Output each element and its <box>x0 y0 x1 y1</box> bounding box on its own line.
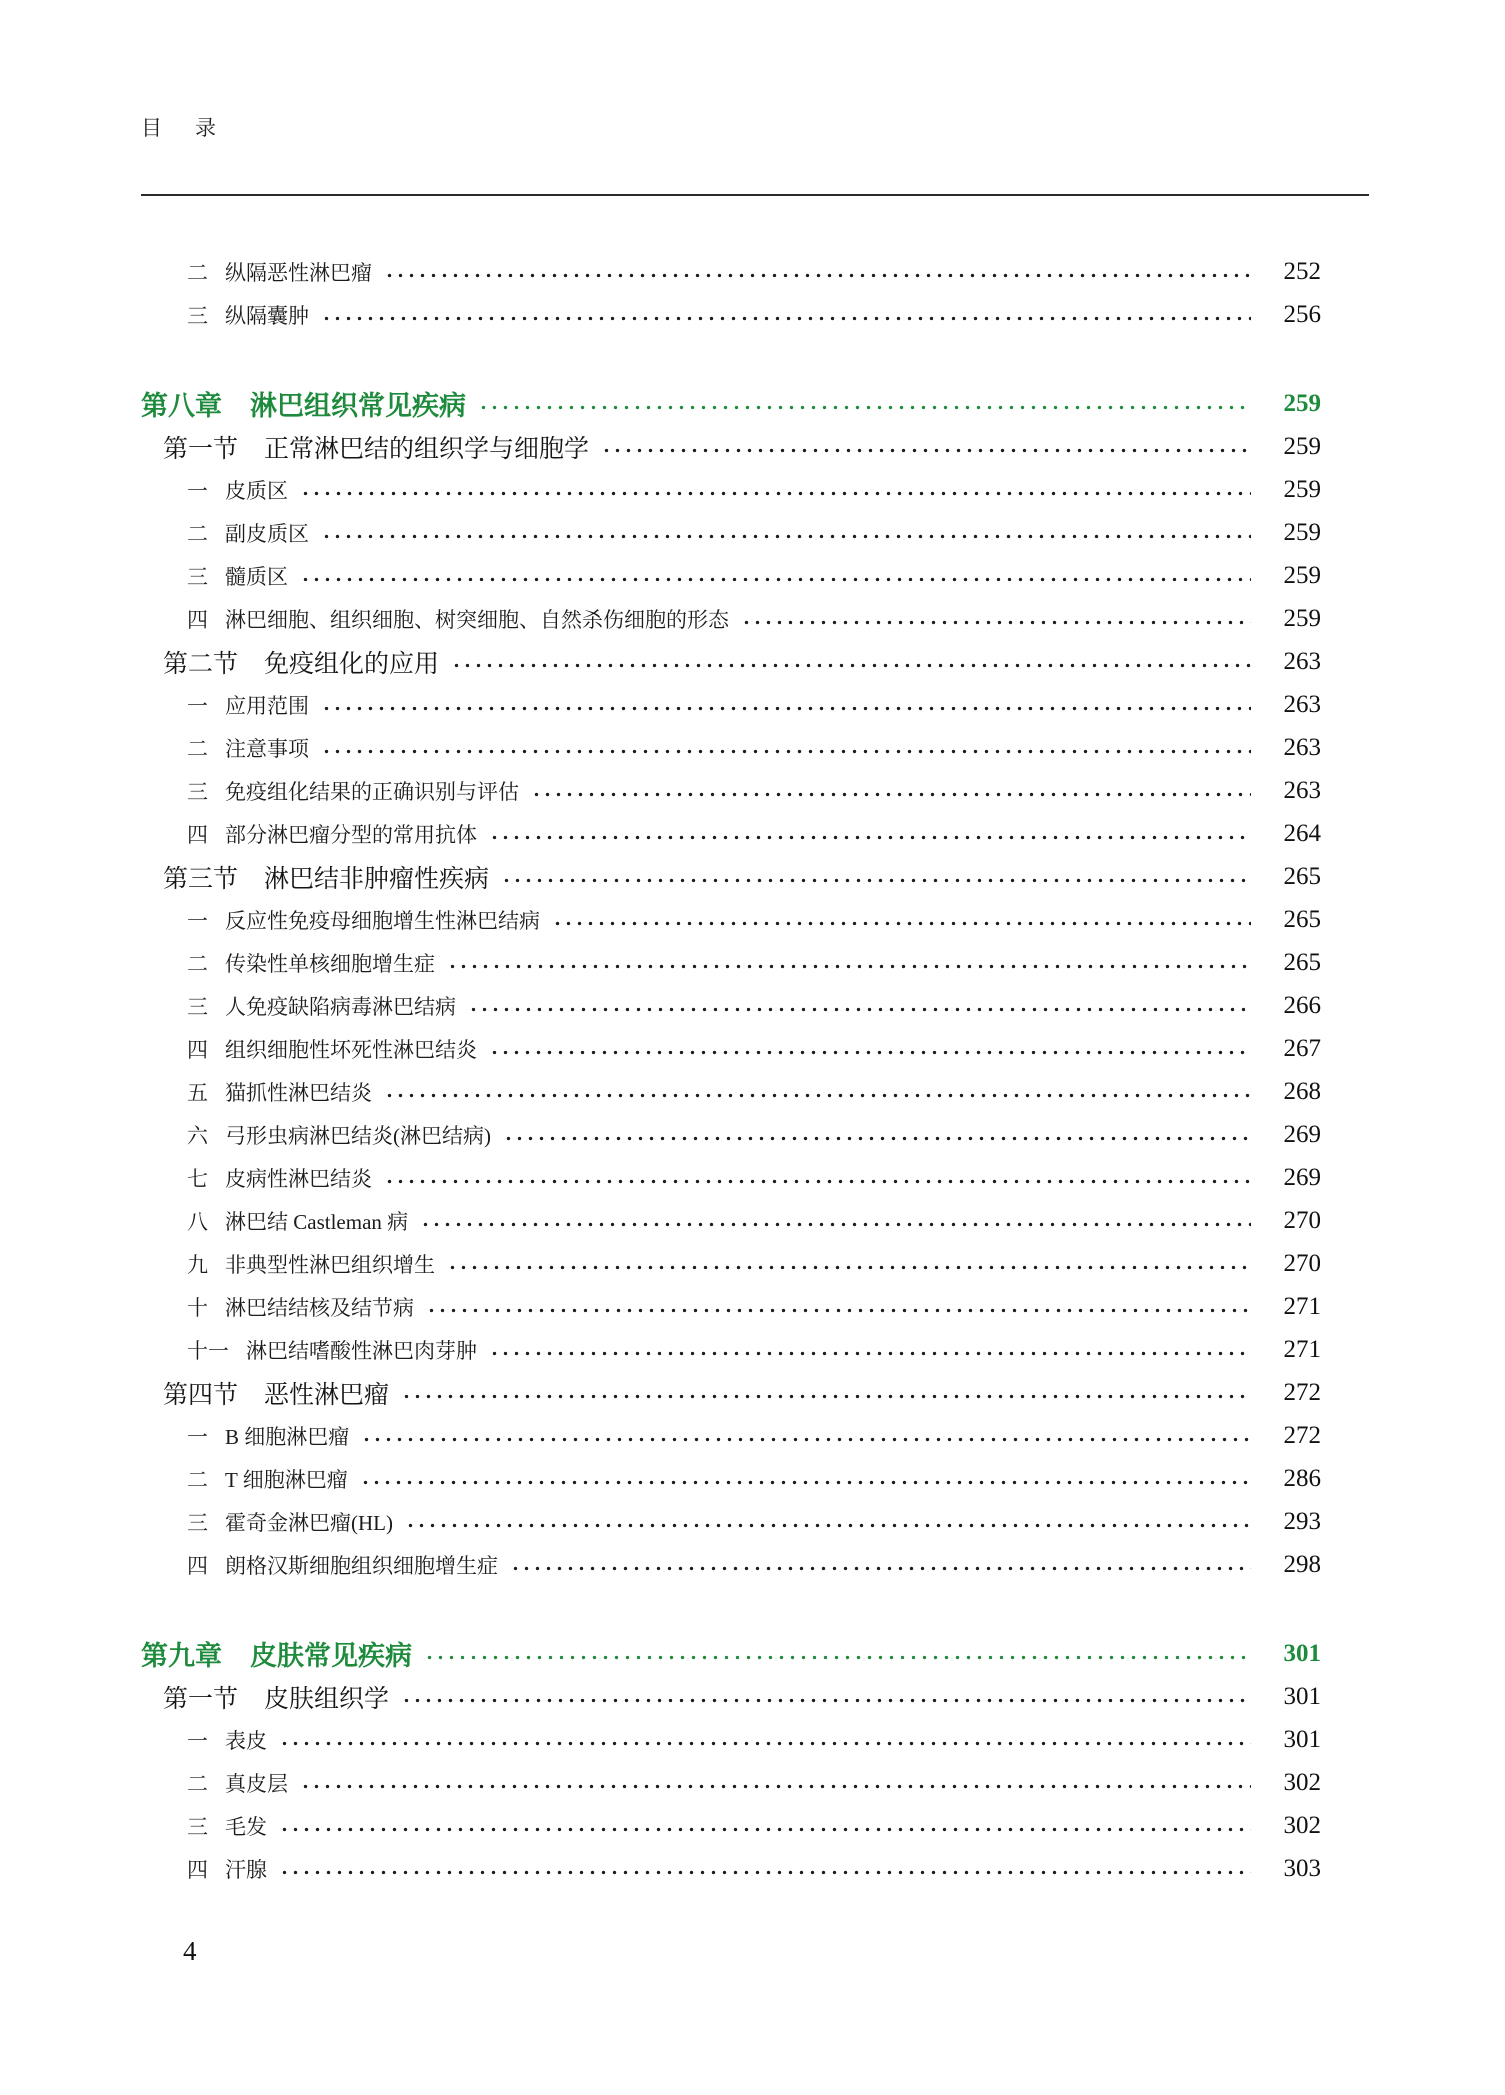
entry-title: 纵隔囊肿 <box>225 303 309 328</box>
entry-title: 淋巴结 Castleman 病 <box>225 1209 409 1234</box>
dot-leader <box>298 1761 1251 1804</box>
entry-title: 非典型性淋巴组织增生 <box>225 1252 435 1277</box>
dot-leader <box>277 1847 1251 1890</box>
dot-leader <box>449 640 1251 683</box>
entry-number: 一 <box>187 693 208 718</box>
table-of-contents <box>141 250 1321 1890</box>
entry-page-number: 301 <box>1283 1682 1321 1710</box>
entry-number: 三 <box>187 1814 208 1839</box>
entry-title: 组织细胞性坏死性淋巴结炎 <box>225 1037 477 1062</box>
dot-leader <box>418 1199 1251 1242</box>
entry-title: 淋巴结结核及结节病 <box>225 1295 414 1320</box>
entry-title: 淋巴结嗜酸性淋巴肉芽肿 <box>246 1338 477 1363</box>
entry-page-number: 259 <box>1283 475 1321 503</box>
entry-title: 毛发 <box>225 1814 267 1839</box>
toc-entry-sub <box>141 1027 1321 1070</box>
entry-number: 二 <box>187 260 208 285</box>
toc-entry-sub <box>141 468 1321 511</box>
entry-number: 二 <box>187 951 208 976</box>
dot-leader <box>508 1543 1251 1586</box>
toc-entry-sub <box>141 1328 1321 1371</box>
entry-title: 真皮层 <box>225 1771 288 1796</box>
toc-entry-sub <box>141 554 1321 597</box>
entry-number: 二 <box>187 736 208 761</box>
entry-title: 传染性单核细胞增生症 <box>225 951 435 976</box>
dot-leader <box>277 1804 1251 1847</box>
entry-number: 三 <box>187 779 208 804</box>
entry-number: 九 <box>187 1252 208 1277</box>
entry-number: 第四节 <box>163 1381 239 1409</box>
dot-leader <box>277 1718 1251 1761</box>
entry-title: 注意事项 <box>225 736 309 761</box>
entry-number: 五 <box>187 1080 208 1105</box>
page-header-title: 目 录 <box>141 116 222 140</box>
dot-leader <box>487 1027 1251 1070</box>
footer-page-number: 4 <box>183 1936 197 1966</box>
dot-leader <box>298 468 1251 511</box>
dot-leader <box>358 1457 1251 1500</box>
toc-entry-section <box>141 1371 1321 1414</box>
entry-page-number: 259 <box>1283 432 1321 460</box>
header-divider <box>141 194 1369 196</box>
entry-number: 四 <box>187 822 208 847</box>
toc-entry-sub <box>141 898 1321 941</box>
entry-title: 皮质区 <box>225 478 288 503</box>
entry-number: 第一节 <box>163 1685 239 1713</box>
entry-page-number: 263 <box>1283 690 1321 718</box>
entry-number: 第三节 <box>163 865 239 893</box>
entry-number: 三 <box>187 564 208 589</box>
entry-page-number: 272 <box>1283 1421 1321 1449</box>
entry-page-number: 259 <box>1283 604 1321 632</box>
toc-entry-sub <box>141 1070 1321 1113</box>
entry-number: 一 <box>187 908 208 933</box>
dot-leader <box>445 1242 1251 1285</box>
entry-number: 第八章 <box>141 391 222 421</box>
entry-page-number: 286 <box>1283 1464 1321 1492</box>
toc-entry-section <box>141 425 1321 468</box>
entry-number: 第二节 <box>163 650 239 678</box>
entry-number: 第一节 <box>163 435 239 463</box>
entry-title: 髓质区 <box>225 564 288 589</box>
entry-page-number: 264 <box>1283 819 1321 847</box>
dot-leader <box>382 1156 1251 1199</box>
dot-leader <box>319 726 1251 769</box>
entry-page-number: 298 <box>1283 1550 1321 1578</box>
dot-leader <box>422 1632 1251 1675</box>
entry-page-number: 301 <box>1283 1725 1321 1753</box>
toc-entry-sub <box>141 1113 1321 1156</box>
dot-leader <box>319 683 1251 726</box>
dot-leader <box>499 855 1251 898</box>
toc-entry-sub <box>141 293 1321 336</box>
toc-entry-sub <box>141 1718 1321 1761</box>
entry-page-number: 265 <box>1283 905 1321 933</box>
entry-page-number: 268 <box>1283 1077 1321 1105</box>
entry-page-number: 263 <box>1283 776 1321 804</box>
dot-leader <box>487 812 1251 855</box>
entry-number: 第九章 <box>141 1641 222 1671</box>
dot-leader <box>501 1113 1251 1156</box>
entry-page-number: 259 <box>1283 561 1321 589</box>
entry-page-number: 293 <box>1283 1507 1321 1535</box>
entry-number: 四 <box>187 607 208 632</box>
entry-page-number: 256 <box>1283 300 1321 328</box>
dot-leader <box>445 941 1251 984</box>
entry-title: 部分淋巴瘤分型的常用抗体 <box>225 822 477 847</box>
dot-leader <box>550 898 1251 941</box>
entry-title: 应用范围 <box>225 693 309 718</box>
entry-title: T 细胞淋巴瘤 <box>225 1467 348 1492</box>
entry-title: 霍奇金淋巴瘤(HL) <box>225 1510 393 1535</box>
entry-number: 七 <box>187 1166 208 1191</box>
entry-page-number: 269 <box>1283 1120 1321 1148</box>
entry-title: 纵隔恶性淋巴瘤 <box>225 260 372 285</box>
entry-number: 四 <box>187 1553 208 1578</box>
entry-number: 二 <box>187 1467 208 1492</box>
toc-entry-sub <box>141 1804 1321 1847</box>
toc-entry-sub <box>141 769 1321 812</box>
toc-entry-section <box>141 855 1321 898</box>
entry-page-number: 259 <box>1283 518 1321 546</box>
dot-leader <box>424 1285 1251 1328</box>
entry-page-number: 269 <box>1283 1163 1321 1191</box>
entry-title: 副皮质区 <box>225 521 309 546</box>
dot-leader <box>319 511 1251 554</box>
dot-leader <box>298 554 1251 597</box>
entry-number: 一 <box>187 1728 208 1753</box>
entry-page-number: 272 <box>1283 1378 1321 1406</box>
toc-entry-section <box>141 1675 1321 1718</box>
entry-title: 猫抓性淋巴结炎 <box>225 1080 372 1105</box>
entry-number: 八 <box>187 1209 208 1234</box>
entry-title: 皮病性淋巴结炎 <box>225 1166 372 1191</box>
dot-leader <box>359 1414 1251 1457</box>
dot-leader <box>599 425 1251 468</box>
entry-number: 二 <box>187 1771 208 1796</box>
toc-entry-sub <box>141 683 1321 726</box>
toc-entry-chapter <box>141 382 1321 425</box>
entry-page-number: 263 <box>1283 647 1321 675</box>
entry-page-number: 270 <box>1283 1206 1321 1234</box>
entry-title: B 细胞淋巴瘤 <box>225 1424 350 1449</box>
dot-leader <box>399 1675 1251 1718</box>
toc-entry-sub <box>141 1242 1321 1285</box>
entry-title: 弓形虫病淋巴结炎(淋巴结病) <box>225 1123 491 1148</box>
entry-number: 十 <box>187 1295 208 1320</box>
entry-page-number: 263 <box>1283 733 1321 761</box>
entry-page-number: 267 <box>1283 1034 1321 1062</box>
dot-leader <box>739 597 1251 640</box>
toc-entry-sub <box>141 984 1321 1027</box>
entry-title: 朗格汉斯细胞组织细胞增生症 <box>225 1553 498 1578</box>
entry-page-number: 271 <box>1283 1335 1321 1363</box>
toc-entry-sub <box>141 1457 1321 1500</box>
entry-title: 皮肤组织学 <box>264 1685 390 1713</box>
toc-entry-sub <box>141 1156 1321 1199</box>
toc-entry-sub <box>141 1847 1321 1890</box>
entry-page-number: 271 <box>1283 1292 1321 1320</box>
entry-page-number: 302 <box>1283 1811 1321 1839</box>
toc-entry-chapter <box>141 1632 1321 1675</box>
entry-title: 正常淋巴结的组织学与细胞学 <box>264 435 590 463</box>
entry-page-number: 252 <box>1283 257 1321 285</box>
entry-title: 反应性免疫母细胞增生性淋巴结病 <box>225 908 540 933</box>
entry-title: 淋巴组织常见疾病 <box>250 391 466 421</box>
entry-title: 免疫组化结果的正确识别与评估 <box>225 779 519 804</box>
toc-entry-sub <box>141 1414 1321 1457</box>
entry-number: 三 <box>187 994 208 1019</box>
toc-entry-sub <box>141 1199 1321 1242</box>
entry-number: 三 <box>187 1510 208 1535</box>
entry-page-number: 265 <box>1283 948 1321 976</box>
dot-leader <box>382 250 1251 293</box>
dot-leader <box>403 1500 1251 1543</box>
entry-page-number: 303 <box>1283 1854 1321 1882</box>
entry-number: 三 <box>187 303 208 328</box>
toc-entry-sub <box>141 250 1321 293</box>
entry-title: 汗腺 <box>225 1857 267 1882</box>
entry-number: 一 <box>187 1424 208 1449</box>
dot-leader <box>487 1328 1251 1371</box>
toc-entry-sub <box>141 1543 1321 1586</box>
toc-entry-sub <box>141 511 1321 554</box>
entry-number: 六 <box>187 1123 208 1148</box>
toc-entry-sub <box>141 1285 1321 1328</box>
entry-title: 表皮 <box>225 1728 267 1753</box>
dot-leader <box>529 769 1251 812</box>
toc-entry-sub <box>141 597 1321 640</box>
entry-title: 淋巴结非肿瘤性疾病 <box>264 865 490 893</box>
entry-number: 四 <box>187 1037 208 1062</box>
dot-leader <box>319 293 1251 336</box>
dot-leader <box>382 1070 1251 1113</box>
entry-page-number: 302 <box>1283 1768 1321 1796</box>
entry-page-number: 270 <box>1283 1249 1321 1277</box>
entry-number: 一 <box>187 478 208 503</box>
entry-page-number: 301 <box>1283 1639 1321 1667</box>
toc-entry-section <box>141 640 1321 683</box>
entry-title: 恶性淋巴瘤 <box>264 1381 390 1409</box>
entry-page-number: 259 <box>1283 389 1321 417</box>
entry-page-number: 265 <box>1283 862 1321 890</box>
dot-leader <box>466 984 1251 1027</box>
entry-title: 皮肤常见疾病 <box>250 1641 412 1671</box>
entry-title: 人免疫缺陷病毒淋巴结病 <box>225 994 456 1019</box>
toc-entry-sub <box>141 812 1321 855</box>
entry-number: 四 <box>187 1857 208 1882</box>
entry-title: 淋巴细胞、组织细胞、树突细胞、自然杀伤细胞的形态 <box>225 607 729 632</box>
entry-number: 二 <box>187 521 208 546</box>
entry-page-number: 266 <box>1283 991 1321 1019</box>
dot-leader <box>399 1371 1251 1414</box>
toc-entry-sub <box>141 726 1321 769</box>
toc-entry-sub <box>141 1500 1321 1543</box>
dot-leader <box>476 382 1251 425</box>
entry-number: 十一 <box>187 1338 229 1363</box>
toc-entry-sub <box>141 1761 1321 1804</box>
entry-title: 免疫组化的应用 <box>264 650 440 678</box>
toc-entry-sub <box>141 941 1321 984</box>
